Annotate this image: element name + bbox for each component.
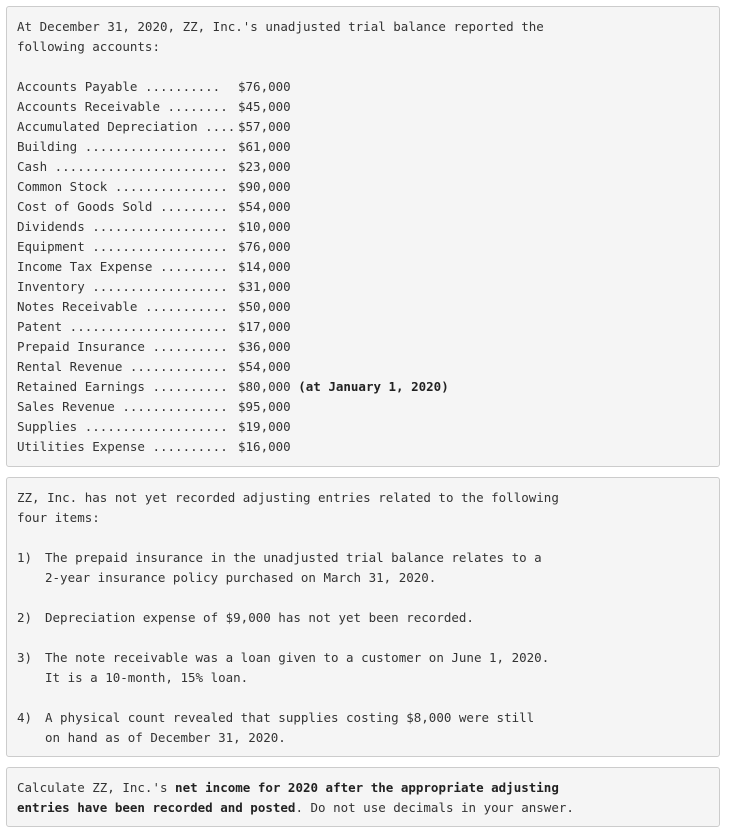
account-name: Retained Earnings [17,379,145,394]
leader-dots: ..................... [62,319,228,334]
account-amount [238,157,291,177]
item-1-line-2: 2-year insurance policy purchased on March 31, 2020. [45,570,437,585]
account-amount [238,437,291,457]
account-amount [238,257,291,277]
question-bold-1: net income for 2020 after the appropriate adjusting [175,780,559,795]
account-row [17,177,228,197]
account-amount [238,297,291,317]
account-amount [238,117,291,137]
item-1-line-1: The prepaid insurance in the unadjusted trial balance relates to a [45,550,542,565]
account-amount [238,77,291,97]
item-3-number: 3) [17,650,33,665]
leader-dots: ....................... [47,159,228,174]
account-row [17,217,228,237]
account-name: Prepaid Insurance [17,339,145,354]
leader-dots: ................... [77,139,228,154]
amount-value: $80,000 [238,379,291,394]
account-amount [238,177,291,197]
item-2-line-1: Depreciation expense of $9,000 has not yet been recorded. [45,610,474,625]
account-name: Patent [17,319,63,334]
account-row [17,397,228,417]
account-amount [238,377,449,397]
account-name: Cost of Goods Sold [17,199,153,214]
account-row [17,377,228,397]
leader-dots: .......... [144,439,228,454]
leader-dots: .......... [144,379,228,394]
intro-line-2: following accounts: [17,39,160,54]
account-name: Notes Receivable [17,299,138,314]
account-row [17,257,228,277]
account-name: Accumulated Depreciation [17,119,198,134]
account-row [17,297,228,317]
leader-dots: .............. [114,399,228,414]
leader-dots: .......... [137,79,221,94]
question-line-1 [17,778,559,798]
amount-note: (at January 1, 2020) [298,379,449,394]
account-amount [238,417,291,437]
amount-value: $57,000 [238,119,291,134]
leader-dots: .................. [84,279,228,294]
amount-value: $17,000 [238,319,291,334]
amount-value: $23,000 [238,159,291,174]
account-row [17,117,235,137]
account-name: Common Stock [17,179,108,194]
question-bold-2: entries have been recorded and posted [17,800,296,815]
leader-dots: .................. [84,239,228,254]
trial-balance-panel [6,6,720,467]
amount-value: $50,000 [238,299,291,314]
account-name: Inventory [17,279,85,294]
account-row [17,237,228,257]
question-line-2 [17,798,574,818]
leader-dots: ......... [152,259,228,274]
account-amount [238,277,291,297]
account-name: Accounts Receivable [17,99,160,114]
account-amount [238,97,291,117]
item-2-number: 2) [17,610,33,625]
leader-dots: ................... [77,419,228,434]
account-name: Cash [17,159,48,174]
amount-value: $31,000 [238,279,291,294]
question-panel [6,767,720,827]
account-row [17,337,228,357]
amount-value: $16,000 [238,439,291,454]
amount-value: $10,000 [238,219,291,234]
account-name: Dividends [17,219,85,234]
leader-dots: .......... [144,339,228,354]
account-amount [238,237,291,257]
account-row [17,277,228,297]
account-amount [238,397,291,417]
account-name: Supplies [17,419,78,434]
account-amount [238,337,291,357]
account-row [17,197,228,217]
amount-value: $14,000 [238,259,291,274]
leader-dots: ........ [160,99,228,114]
account-row [17,317,228,337]
account-name: Utilities Expense [17,439,145,454]
adjusting-intro-line-2: four items: [17,510,100,525]
item-4-line-1: A physical count revealed that supplies costing $8,000 were still [45,710,535,725]
account-row [17,417,228,437]
leader-dots: ........... [137,299,228,314]
amount-value: $45,000 [238,99,291,114]
leader-dots: ............... [107,179,228,194]
account-row [17,137,228,157]
amount-value: $36,000 [238,339,291,354]
leader-dots: ......... [152,199,228,214]
adjusting-intro-line-1: ZZ, Inc. has not yet recorded adjusting entries related to the following [17,490,559,505]
account-name: Equipment [17,239,85,254]
account-name: Rental Revenue [17,359,123,374]
leader-dots: .................. [84,219,228,234]
amount-value: $54,000 [238,359,291,374]
item-4-line-2: on hand as of December 31, 2020. [45,730,286,745]
account-amount [238,317,291,337]
item-3-line-1: The note receivable was a loan given to a customer on June 1, 2020. [45,650,550,665]
amount-value: $95,000 [238,399,291,414]
account-amount [238,137,291,157]
account-name: Accounts Payable [17,79,138,94]
amount-value: $61,000 [238,139,291,154]
amount-value: $76,000 [238,79,291,94]
account-amount [238,197,291,217]
account-row [17,357,228,377]
question-text-start: Calculate ZZ, Inc.'s [17,780,176,795]
account-row [17,157,228,177]
leader-dots: .... [197,119,236,134]
account-name: Building [17,139,78,154]
amount-value: $54,000 [238,199,291,214]
intro-line-1: At December 31, 2020, ZZ, Inc.'s unadjusted trial balance reported the [17,19,544,34]
amount-value: $76,000 [238,239,291,254]
account-name: Income Tax Expense [17,259,153,274]
item-3-line-2: It is a 10-month, 15% loan. [45,670,249,685]
item-4-number: 4) [17,710,33,725]
account-row [17,437,228,457]
account-amount [238,217,291,237]
account-name: Sales Revenue [17,399,115,414]
account-row [17,97,228,117]
item-1-number: 1) [17,550,33,565]
account-row [17,77,220,97]
leader-dots: ............. [122,359,228,374]
question-text-end: . Do not use decimals in your answer. [295,800,574,815]
amount-value: $19,000 [238,419,291,434]
adjusting-entries-panel [6,477,720,757]
amount-value: $90,000 [238,179,291,194]
account-amount [238,357,291,377]
